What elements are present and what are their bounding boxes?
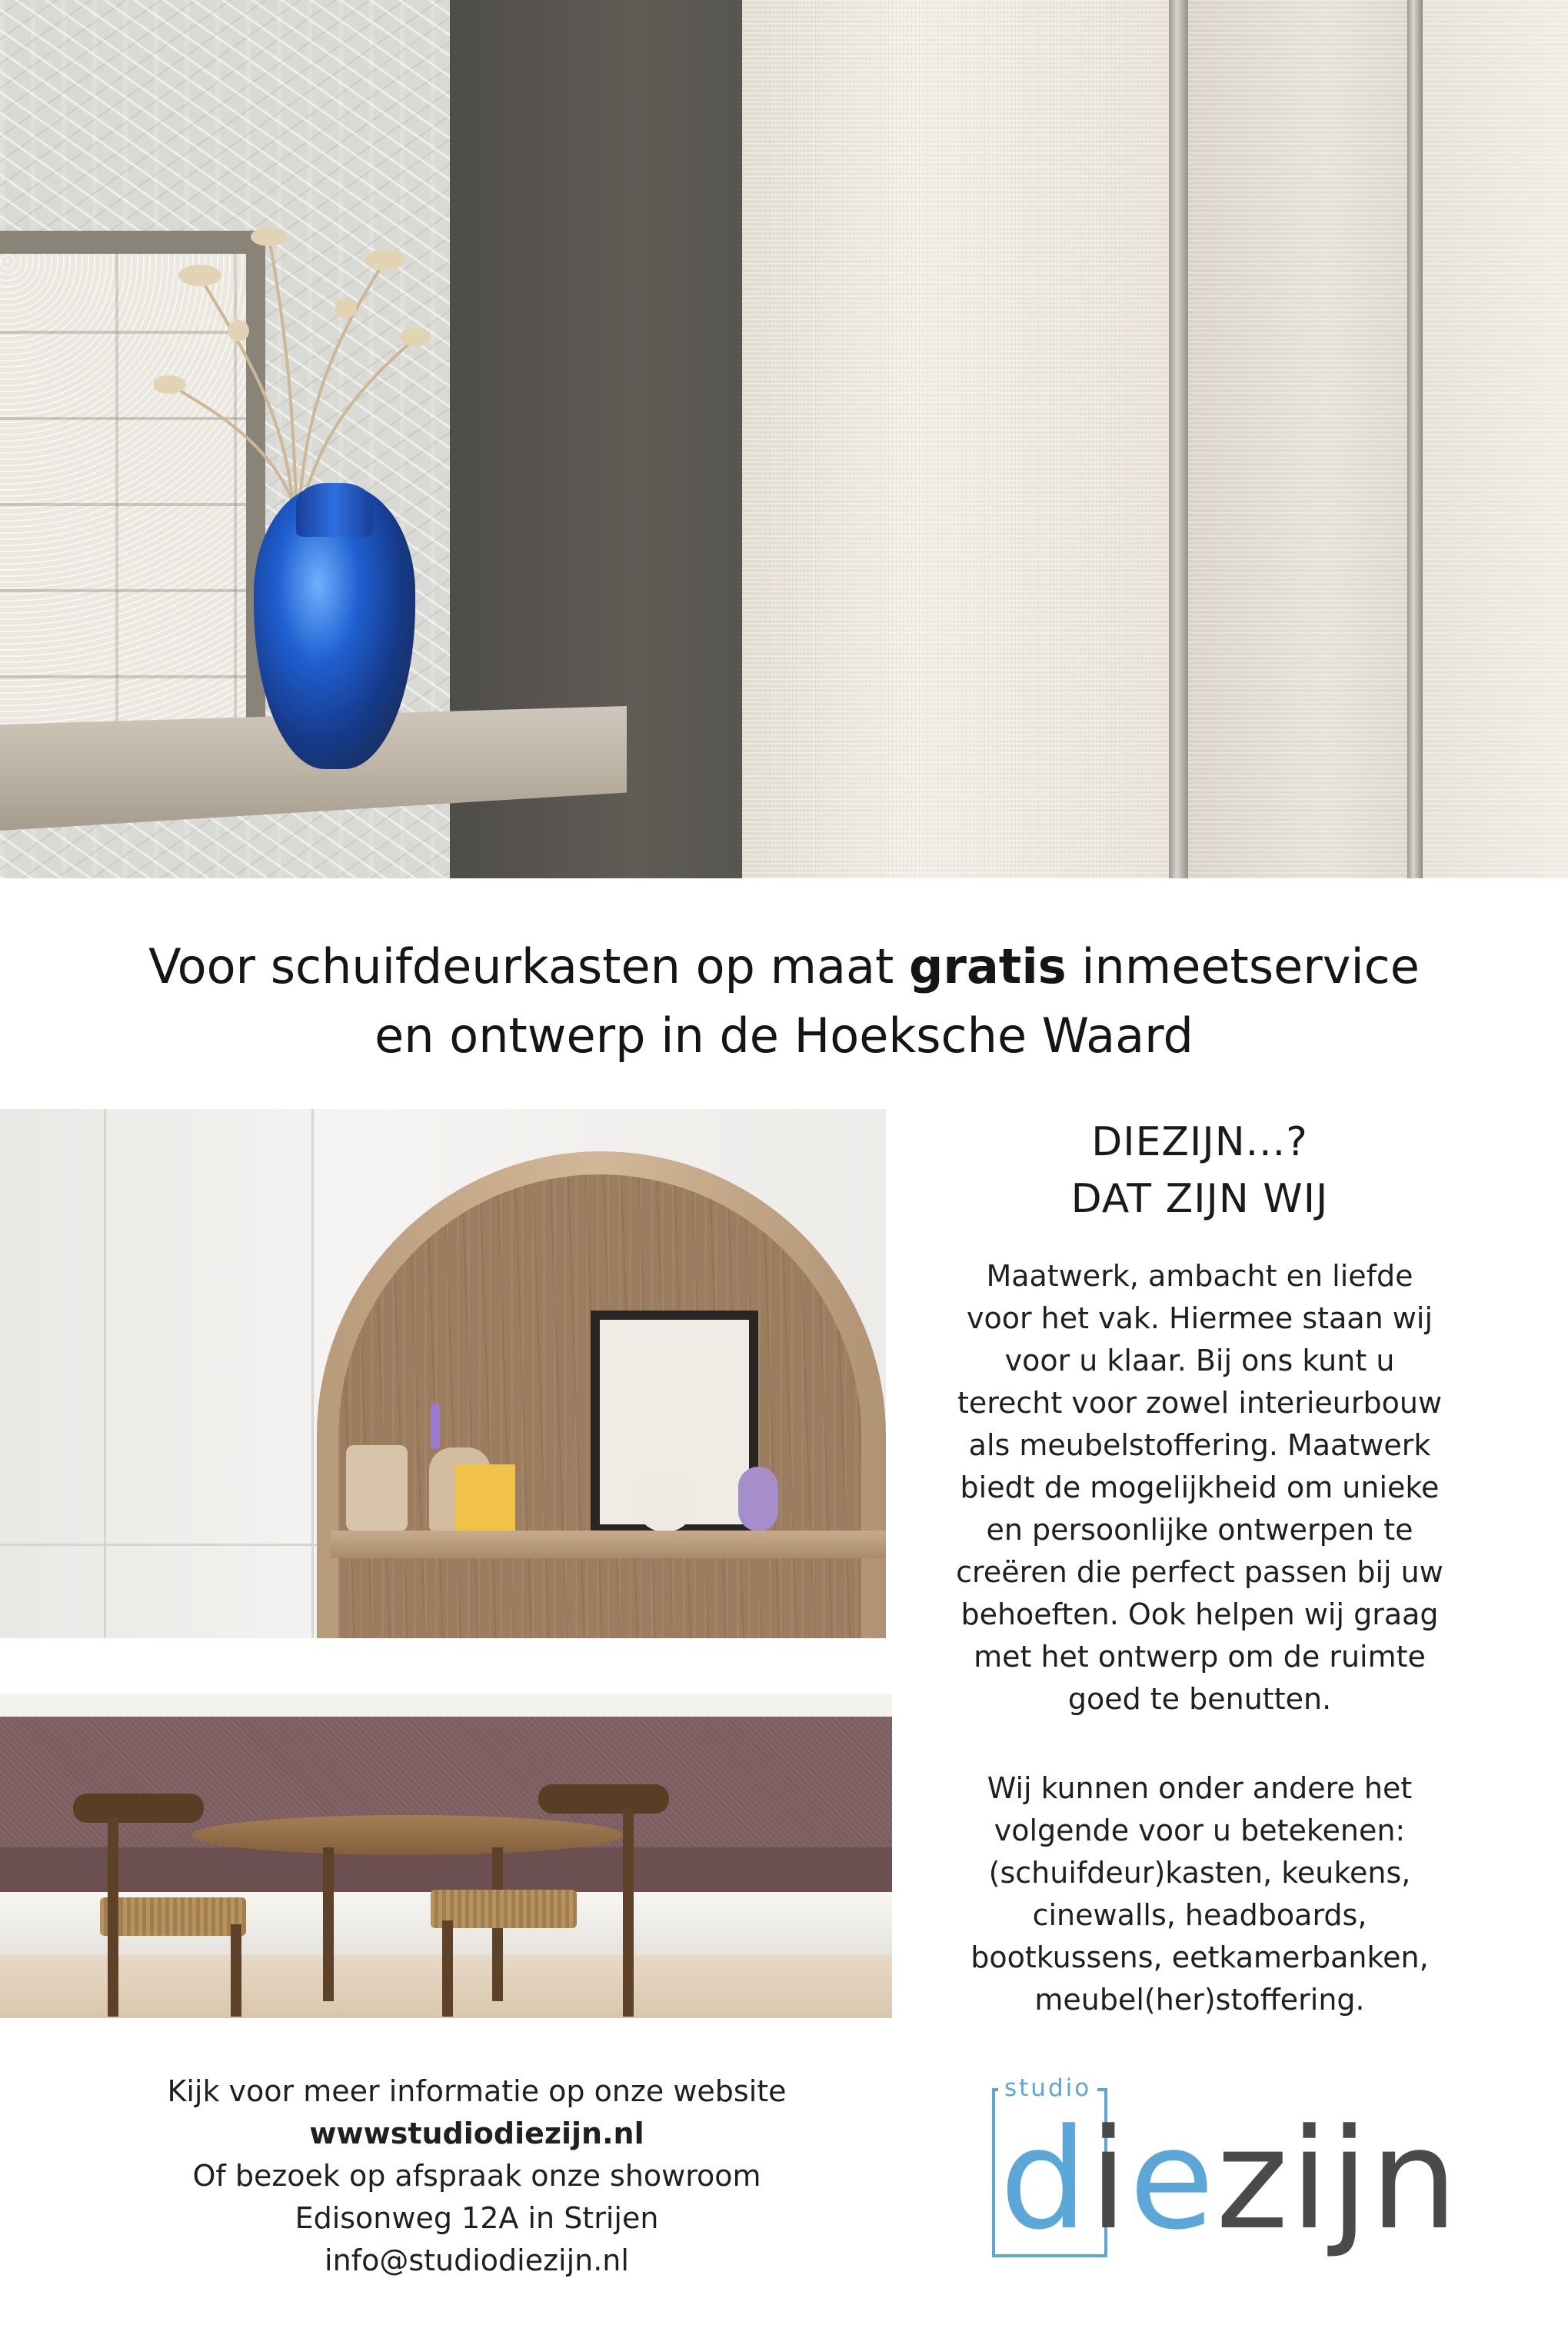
candle — [431, 1403, 440, 1449]
sliding-door-panel — [1188, 0, 1415, 878]
intro-paragraph — [907, 1255, 1492, 1720]
sliding-door-panel — [742, 0, 1173, 878]
logo-studio-text: studio — [998, 2074, 1097, 2102]
cabinet-seam — [0, 1544, 317, 1546]
chair-backrest — [73, 1794, 204, 1823]
table-leg — [323, 1847, 334, 2001]
logo-letter: d — [1000, 2100, 1090, 2260]
hero-photo — [0, 0, 1568, 878]
dried-flowers-icon — [154, 215, 431, 508]
headline-line-2: en ontwerp in de Hoeksche Waard — [375, 1008, 1193, 1064]
paragraph-line: (schuifdeur)kasten, keukens, — [988, 1856, 1411, 1890]
paragraph-line: biedt de mogelijkheid om unieke — [960, 1471, 1440, 1504]
paragraph-line: creëren die perfect passen bij uw — [956, 1555, 1443, 1589]
paragraph-line: terecht voor zowel interieurbouw — [957, 1386, 1443, 1420]
intro-title — [892, 1114, 1507, 1227]
headline-line-1: Voor schuifdeurkasten op maat gratis inmeetservice — [148, 938, 1420, 994]
chair-leg — [108, 1817, 118, 2017]
chair-seat — [100, 1897, 246, 1936]
email-link[interactable]: info@studiodiezijn.nl — [325, 2243, 629, 2277]
sliding-door-panel — [1423, 0, 1568, 878]
logo-letter: e — [1129, 2100, 1217, 2260]
cabinet-seam — [311, 1109, 314, 1638]
paragraph-line: cinewalls, headboards, — [1032, 1898, 1367, 1932]
blue-vase-neck — [296, 483, 373, 537]
address: Edisonweg 12A in Strijen — [295, 2201, 659, 2235]
paragraph-line: met het ontwerp om de ruimte — [974, 1640, 1426, 1674]
showroom-text: Of bezoek op afspraak onze showroom — [192, 2159, 761, 2193]
contact-block — [62, 2070, 892, 2282]
cabinet-seam — [104, 1109, 106, 1638]
decor-vase-lilac — [738, 1467, 778, 1531]
paragraph-line: Maatwerk, ambacht en liefde — [986, 1259, 1413, 1293]
website-link[interactable]: wwwstudiodiezijn.nl — [309, 2117, 644, 2150]
intro-title-line: DIEZIJN...? — [1091, 1119, 1308, 1165]
dining-table — [192, 1815, 623, 1855]
decor-vase — [346, 1445, 408, 1531]
niche-shelf — [331, 1531, 886, 1558]
paragraph-line: en persoonlijke ontwerpen te — [986, 1513, 1413, 1547]
chair-leg — [442, 1920, 453, 2017]
door-rail — [1407, 0, 1423, 878]
decor-box — [455, 1464, 515, 1531]
paragraph-line: als meubelstoffering. Maatwerk — [968, 1428, 1431, 1462]
contact-intro: Kijk voor meer informatie op onze website — [167, 2074, 787, 2108]
chair-backrest — [538, 1784, 669, 1814]
arch-cabinet-photo — [0, 1109, 886, 1638]
logo — [1000, 2096, 1460, 2265]
dining-bench-photo — [0, 1694, 892, 2018]
paragraph-line: Wij kunnen onder andere het — [987, 1771, 1413, 1805]
door-rail — [1169, 0, 1189, 878]
headline — [0, 932, 1568, 1071]
paragraph-line: voor u klaar. Bij ons kunt u — [1004, 1344, 1395, 1377]
paragraph-line: behoeften. Ook helpen wij graag — [960, 1597, 1439, 1631]
paragraph-line: bootkussens, eetkamerbanken, — [970, 1940, 1429, 1974]
decor-ring — [634, 1471, 696, 1532]
intro-title-line: DAT ZIJN WIJ — [1070, 1176, 1329, 1222]
paragraph-line: goed te benutten. — [1067, 1682, 1332, 1716]
paragraph-line: voor het vak. Hiermee staan wij — [966, 1301, 1433, 1335]
paragraph-line: volgende voor u betekenen: — [994, 1814, 1406, 1847]
paragraph-line: meubel(her)stoffering. — [1034, 1983, 1365, 2017]
logo-letters: zijn — [1216, 2100, 1460, 2260]
services-paragraph — [907, 1767, 1492, 2021]
chair-leg — [623, 1809, 634, 2017]
headline-emphasis: gratis — [909, 938, 1067, 994]
logo-letter: i — [1089, 2100, 1130, 2260]
chair-leg — [231, 1924, 241, 2017]
